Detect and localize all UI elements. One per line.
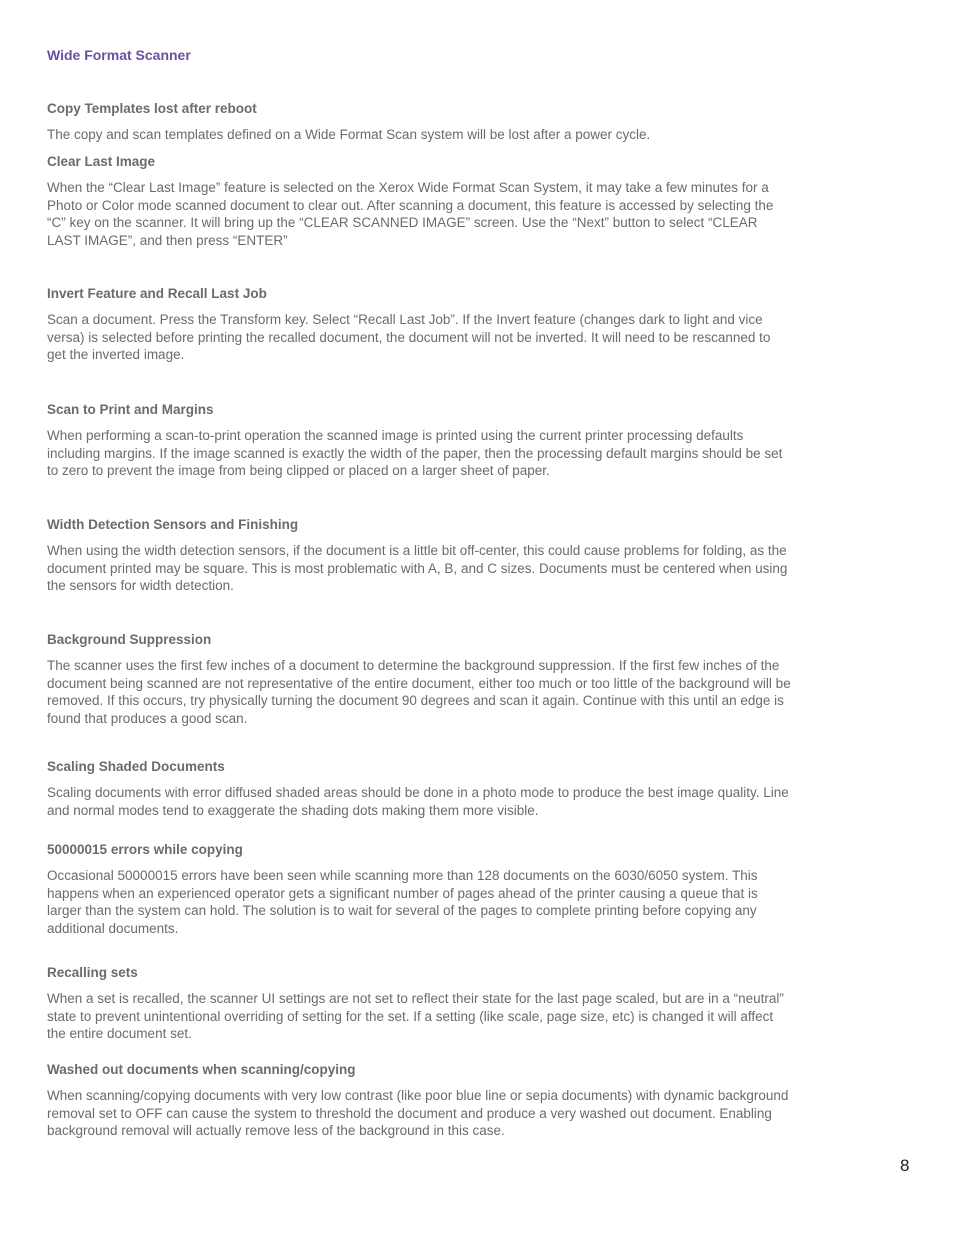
section-body: When scanning/copying documents with very low contrast (like poor blue line or sepia documents) with dynamic background removal set to OFF can cause the system to threshold the document and produce a very washed out document. Enabling background removal will actually remove less of the background in this case.: [47, 1088, 789, 1139]
section-invert-feature: [47, 285, 792, 364]
section-washed-out: [47, 1061, 792, 1140]
section-heading: Copy Templates lost after reboot: [47, 101, 257, 116]
section-recalling-sets: [47, 964, 792, 1043]
section-body: Scan a document. Press the Transform key. Select “Recall Last Job”. If the Invert feature (changes dark to light and vice versa) is selected before printing the recalled document, the document will not be inverted. It will need to be rescanned to get the inverted image.: [47, 312, 771, 363]
section-heading: Scan to Print and Margins: [47, 402, 214, 417]
section-body: Scaling documents with error diffused shaded areas should be done in a photo mode to produce the best image quality. Line and normal modes tend to exaggerate the shading dots making them more visible.: [47, 785, 789, 818]
section-scan-to-print: [47, 401, 792, 480]
section-body: When using the width detection sensors, if the document is a little bit off-center, this could cause problems for folding, as the document printed may be square. This is most problematic with A, B, and C sizes. Documents must be centered when using the sensors for width detection.: [47, 543, 788, 594]
section-body: The scanner uses the first few inches of a document to determine the background suppression. If the first few inches of the document being scanned are not representative of the entire document, either too much or too little of the background will be removed. If this occurs, try physically turning the document 90 degrees and scan it again. Continue with this until an edge is found that produces a good scan.: [47, 658, 791, 726]
section-heading: 50000015 errors while copying: [47, 842, 243, 857]
section-50000015-errors: [47, 841, 792, 937]
section-scaling-shaded: [47, 758, 792, 819]
section-width-detection: [47, 516, 792, 595]
page-number: 8: [900, 1156, 910, 1175]
section-heading: Washed out documents when scanning/copying: [47, 1062, 356, 1077]
section-heading: Clear Last Image: [47, 154, 156, 169]
section-body: Occasional 50000015 errors have been seen while scanning more than 128 documents on the 6030/6050 system. This happens when an experienced operator gets a significant number of pages ahead of the printer causing a queue that is larger than the system can hold. The solution is to wait for several of the pages to complete printing before copying any additional documents.: [47, 868, 758, 936]
section-body: The copy and scan templates defined on a Wide Format Scan system will be lost after a power cycle.: [47, 127, 651, 142]
section-heading: Recalling sets: [47, 965, 138, 980]
section-clear-last-image: [47, 153, 792, 249]
section-body: When a set is recalled, the scanner UI settings are not set to reflect their state for the last page scaled, but are in a “neutral” state to prevent unintentional overriding of setting for the set. If a setting (like scale, page size, etc) is changed it will affect the entire document set.: [47, 991, 784, 1042]
section-heading: Width Detection Sensors and Finishing: [47, 517, 299, 532]
section-heading: Invert Feature and Recall Last Job: [47, 286, 267, 301]
section-heading: Scaling Shaded Documents: [47, 759, 225, 774]
document-header-title: Wide Format Scanner: [47, 47, 191, 63]
section-body: When the “Clear Last Image” feature is selected on the Xerox Wide Format Scan System, it may take a few minutes for a Photo or Color mode scanned document to clear out. After scanning a document, this feature is accessed by selecting the “C” key on the scanner. It will bring up the “CLEAR SCANNED IMAGE” screen. Use the “Next” button to select “CLEAR LAST IMAGE”, and then press “ENTER”: [47, 180, 774, 248]
section-body: When performing a scan-to-print operation the scanned image is printed using the current printer processing defaults including margins. If the image scanned is exactly the width of the paper, then the processing default margins should be set to zero to prevent the image from being clipped or placed on a larger sheet of paper.: [47, 428, 783, 479]
section-heading: Background Suppression: [47, 632, 212, 647]
section-copy-templates: [47, 100, 792, 144]
section-background-suppression: [47, 631, 792, 727]
